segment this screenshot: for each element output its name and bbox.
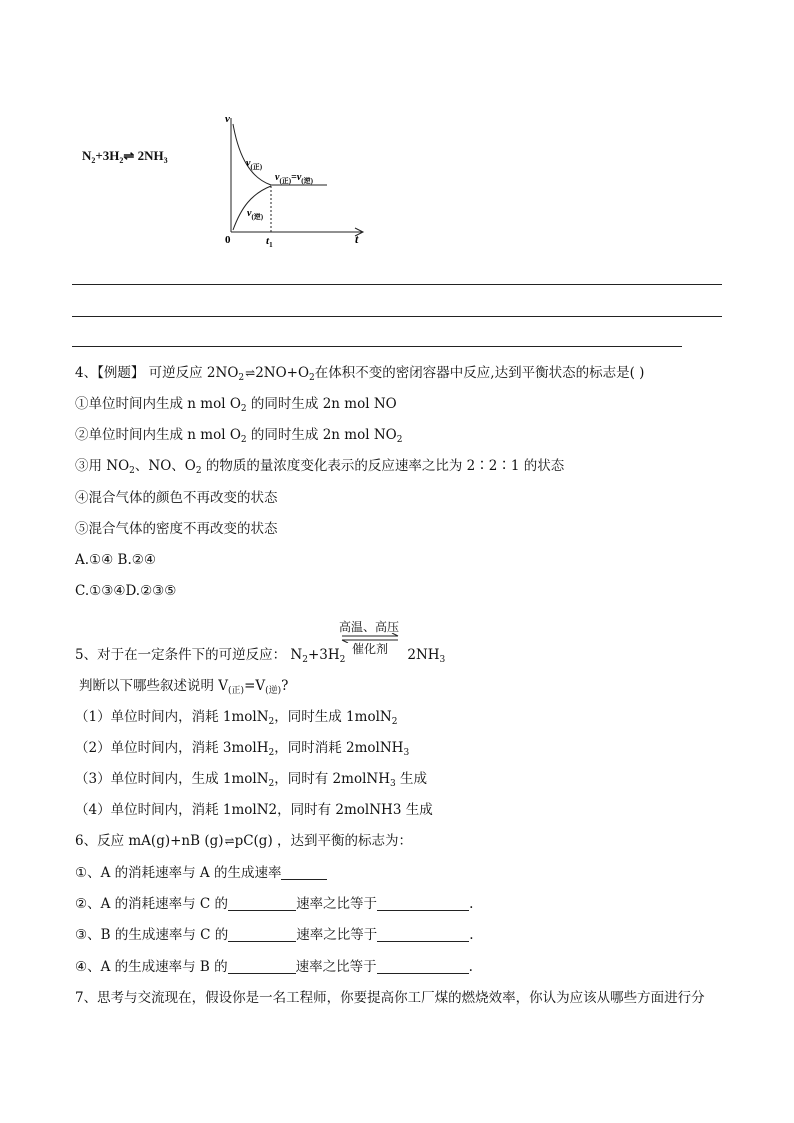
answer-line-1 — [72, 284, 722, 285]
q4-option-5: ⑤混合气体的密度不再改变的状态 — [75, 521, 278, 537]
q4-option-1: ①单位时间内生成 n mol $O_2$ 的同时生成 2n mol NO — [75, 396, 397, 414]
blank-field[interactable] — [228, 896, 296, 911]
q5-item-4: （4）单位时间内，消耗 1molN2，同时有 2molNH3 生成 — [75, 802, 433, 818]
q5-judge: 判断以下哪些叙述说明 $V_{(正)}=V_{(逆)}$? — [79, 678, 289, 696]
q5-item-2: （2）单位时间内，消耗 3molH$_2$，同时消耗 2molNH$_3$ — [75, 740, 410, 758]
v-equal-label: $v_{(正)}=v_{(逆)}$ — [275, 172, 313, 185]
blank-field[interactable] — [377, 959, 469, 974]
graph-equation: $N_2+3H_2\rightleftharpoons$ $2NH_3$ — [82, 148, 168, 165]
q6-line-4: ④、A 的生成速率与 B 的 速率之比等于 . — [75, 959, 473, 975]
v-reverse-label: $v_{(逆)}$ — [247, 208, 264, 221]
t1-label: $t_1$ — [266, 235, 273, 249]
v-forward-label: $v_{(正)}$ — [246, 158, 263, 171]
rate-time-graph — [215, 108, 375, 253]
forward-rate-curve — [233, 124, 327, 185]
q5-condition-top: 高温、高压 — [339, 620, 400, 634]
q4-option-2: ②单位时间内生成 n mol $O_2$ 的同时生成 2n mol $NO_2$ — [75, 427, 403, 445]
q4-option-4: ④混合气体的颜色不再改变的状态 — [75, 490, 278, 506]
q6-line-1: ①、A 的消耗速率与 A 的生成速率 — [75, 864, 327, 882]
answer-line-3 — [72, 346, 682, 347]
q6-line-2: ②、A 的消耗速率与 C 的 速率之比等于 . — [75, 896, 474, 912]
q5-condition-bottom: 催化剂 — [352, 642, 389, 656]
q4-option-3: ③用 $NO_2$、NO、$O_2$ 的物质的量浓度变化表示的反应速率之比为 2∶2∶1 的状态 — [75, 458, 565, 476]
blank-field[interactable] — [377, 896, 469, 911]
q5-item-1: （1）单位时间内，消耗 1molN$_2$，同时生成 1molN$_2$ — [75, 709, 398, 727]
origin-label: 0 — [225, 234, 231, 246]
blank-field[interactable] — [228, 927, 296, 942]
q4-choices-ab: A.①④ B.②④ — [75, 552, 156, 568]
reverse-rate-curve — [233, 186, 271, 230]
y-axis-label: v — [225, 113, 230, 125]
x-axis-label: t — [355, 232, 359, 246]
blank-field[interactable] — [281, 865, 327, 880]
q4-choices-cd: C.①③④D.②③⑤ — [75, 583, 177, 599]
blank-field[interactable] — [377, 927, 469, 942]
q6-line-3: ③、B 的生成速率与 C 的 速率之比等于 . — [75, 927, 474, 943]
answer-line-2 — [72, 316, 722, 317]
q5-intro: 5、对于在一定条件下的可逆反应： $N_2+3H_2$ $2NH_3$ — [75, 647, 446, 665]
blank-field[interactable] — [228, 959, 296, 974]
q7-text: 7、思考与交流现在，假设你是一名工程师，你要提高你工厂煤的燃烧效率，你认为应该从哪些方面进行分 — [75, 990, 705, 1006]
q4-intro: 4、【例题】 可逆反应 $2NO_2\rightleftharpoons 2NO+O_2$在体积不变的密闭容器中反应,达到平衡状态的标志是( ) — [75, 365, 645, 383]
q6-intro: 6、反应 mA(g)+nB (g)⇌pC(g) ，达到平衡的标志为： — [75, 833, 413, 849]
q5-item-3: （3）单位时间内，生成 1molN$_2$，同时有 2molNH$_3$ 生成 — [75, 771, 428, 789]
